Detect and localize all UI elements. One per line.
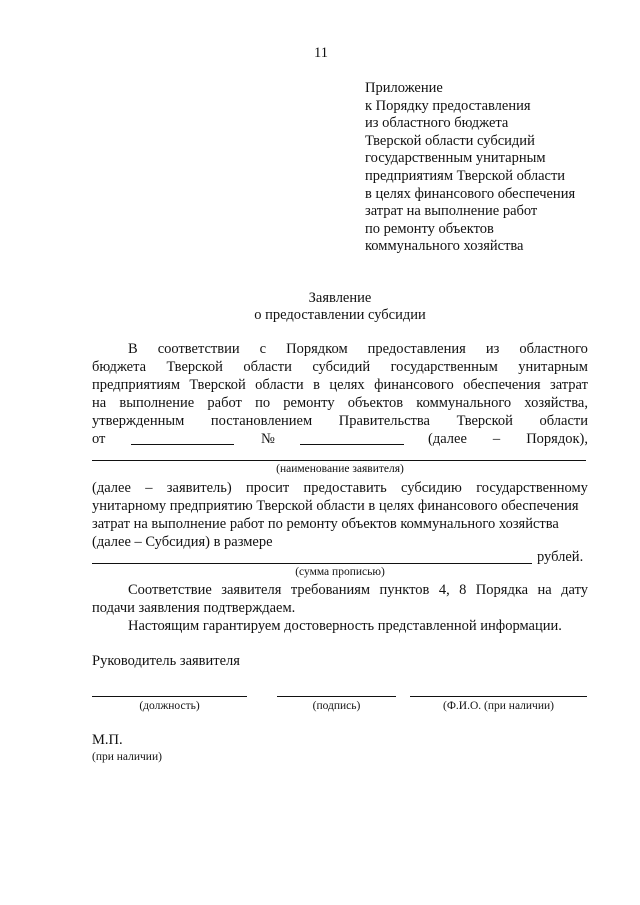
position-blank[interactable] <box>92 696 247 697</box>
head-label: Руководитель заявителя <box>92 653 240 669</box>
number-sign: № <box>261 431 275 447</box>
applicant-caption: (наименование заявителя) <box>276 463 404 475</box>
amount-caption: (сумма прописью) <box>295 566 385 578</box>
amount-blank[interactable] <box>92 563 532 564</box>
date-blank[interactable] <box>131 444 234 445</box>
approval-line: по ремонту объектов <box>365 220 494 237</box>
approval-line: Тверской области субсидий <box>365 132 535 149</box>
approval-line: государственным унитарным <box>365 150 546 167</box>
approval-line: в целях финансового обеспечения <box>365 185 576 202</box>
approval-line: из областного бюджета <box>365 115 509 132</box>
approval-line: Приложение <box>365 80 443 96</box>
paragraph-line: затрат на выполнение работ по ремонту объектов коммунального хозяйства <box>92 516 559 532</box>
applicant-name-blank[interactable] <box>92 460 586 461</box>
document-subtitle: о предоставлении субсидии <box>254 307 426 323</box>
approval-block <box>365 80 575 256</box>
approval-line: коммунального хозяйства <box>365 238 524 255</box>
paragraph-line: унитарному предприятию Тверской области в целях финансового обеспечения <box>92 498 579 514</box>
signature-caption: (подпись) <box>312 700 361 712</box>
approval-line: к Порядку предоставления <box>365 97 531 114</box>
page-number: 11 <box>314 45 328 61</box>
document-title: Заявление <box>308 290 372 306</box>
paragraph-line: подачи заявления подтверждаем. <box>92 600 296 616</box>
paragraph-line: В соответствии с Порядком предоставления из областного <box>128 341 588 357</box>
position-caption: (должность) <box>139 700 200 712</box>
from-label: от <box>92 431 106 447</box>
paragraph-line: Соответствие заявителя требованиям пунктов 4, 8 Порядка на дату <box>128 582 588 598</box>
paragraph-line: (далее – Субсидия) в размере <box>92 534 273 550</box>
paragraph-line: (далее – заявитель) просит предоставить субсидию государственному <box>92 480 588 496</box>
signature-blank[interactable] <box>277 696 396 697</box>
number-blank[interactable] <box>300 444 404 445</box>
stamp-label: М.П. <box>92 732 123 748</box>
paragraph-line: предприятиям Тверской области в целях финансового обеспечения затрат <box>92 377 588 393</box>
paragraph-line: (далее – Порядок), <box>428 431 588 447</box>
stamp-note: (при наличии) <box>92 751 162 763</box>
paragraph-line: бюджета Тверской области субсидий государственным унитарным <box>92 359 588 375</box>
rubles-label: рублей. <box>537 549 584 565</box>
paragraph-line: на выполнение работ по ремонту объектов коммунального хозяйства, <box>92 395 588 411</box>
approval-line: предприятиям Тверской области <box>365 167 566 184</box>
paragraph-line: Настоящим гарантируем достоверность представленной информации. <box>128 618 562 634</box>
full-name-caption: (Ф.И.О. (при наличии) <box>443 700 554 712</box>
paragraph-line: утвержденным постановлением Правительства Тверской области <box>92 413 588 429</box>
full-name-blank[interactable] <box>410 696 587 697</box>
approval-line: затрат на выполнение работ <box>365 203 538 220</box>
